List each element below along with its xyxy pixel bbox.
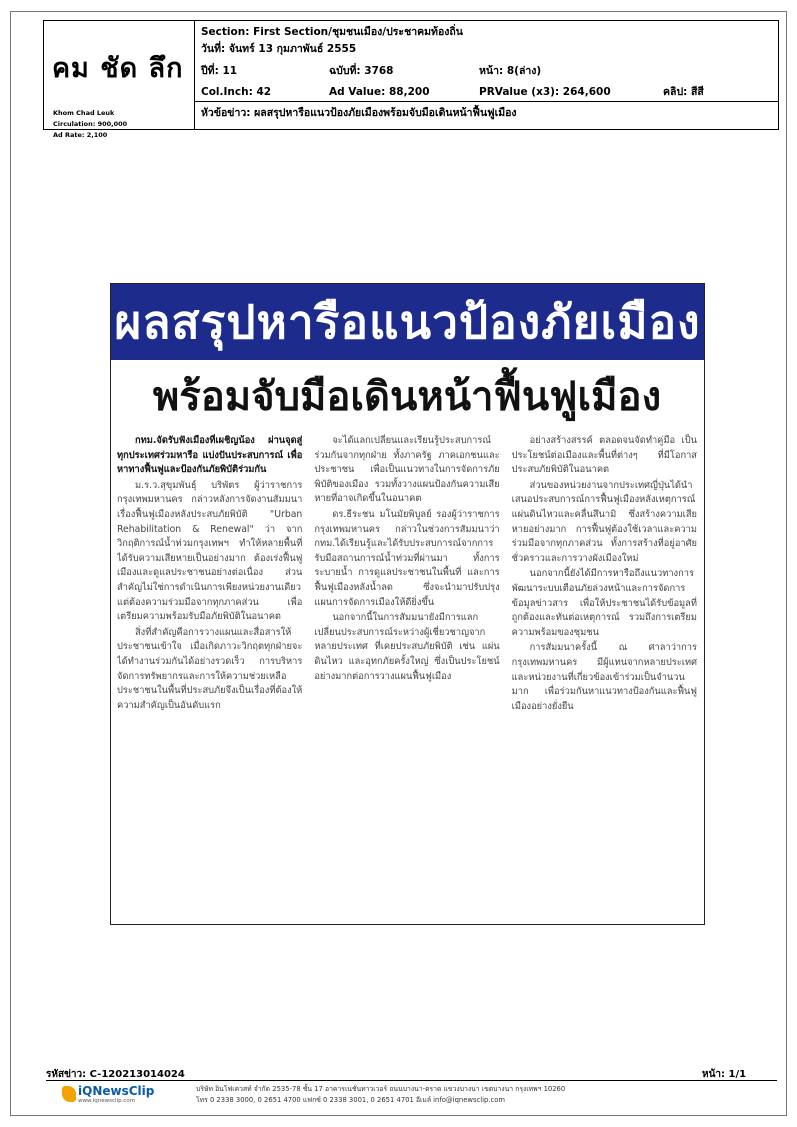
pr-value: PRValue (x3): 264,600 [479,86,611,98]
company-address [196,1084,565,1106]
article-column-3 [512,434,697,918]
article-paragraph: ม.ร.ว.สุขุมพันธุ์ บริพัตร ผู้ว่าราชการกรุงเทพมหานคร กล่าวหลังการจัดงานสัมมนาเรื่องฟื้นฟูเมืองหลังประสบภัยพิบัติ "Urban Rehabilitation & Renewal" ว่า จากวิกฤติการณ์น้ำท่วมกรุงเทพฯ ทำให้หลายพื้นที่ได้รับความเสียหายเป็นอย่างมาก ต้องเร่งฟื้นฟูเมืองและดูแลประชาชนอย่างต่อเนื่อง ส่วนสำคัญไม่ใช่การดำเนินการเพียงหน่วยงานเดียว แต่ต้องความร่วมมือจากทุกภาคส่วน เพื่อเตรียมความพร้อมรับมือภัยพิบัติในอนาคต [117,479,303,623]
logo-website: www.iqnewsclip.com [78,1098,136,1104]
headline: หัวข้อข่าว: ผลสรุปหารือแนวป้องภัยเมืองพร้อมจับมือเดินหน้าฟื้นฟูเมือง [201,107,517,119]
article-paragraph: จะได้แลกเปลี่ยนและเรียนรู้ประสบการณ์ร่วมกันจากทุกฝ่าย ทั้งภาครัฐ ภาคเอกชนและประชาชน เพื่อเป็นแนวทางในการจัดการภัยพิบัติของเมือง รวมทั้งวางแผนป้องกันความเสียหายที่อาจเกิดขึ้นในอนาคต [314,435,500,505]
year: ปีที่: 11 [201,65,238,77]
clip-header [43,20,779,139]
article-paragraph: อย่างสร้างสรรค์ ตลอดจนจัดทำคู่มือ เป็นประโยชน์ต่อเมืองและพื้นที่ต่างๆ ที่มีโอกาสประสบภัยพิบัติในอนาคต [511,435,697,476]
publication-name: คม ชัด ลึก [52,53,184,84]
article-title: ผลสรุปหารือแนวป้องภัยเมือง [111,284,704,360]
article-paragraph: นอกจากนี้ยังได้มีการหารือถึงแนวทางการพัฒนาระบบเตือนภัยล่วงหน้าและการจัดการข้อมูลข่าวสาร เพื่อให้ประชาชนได้รับข้อมูลที่ถูกต้องและทันต่อเหตุการณ์ รวมถึงการเตรียมความพร้อมของชุมชน [511,568,697,638]
clip-details [195,21,778,129]
address-line-2: โทร 0 2338 3000, 0 2651 4700 แฟกซ์ 0 2338 3001, 0 2651 4701 อีเมล์ info@iqnewsclip.com [196,1096,506,1104]
logo-icon [62,1086,76,1102]
publication-info [44,21,195,139]
article-paragraph: สิ่งที่สำคัญคือการวางแผนและสื่อสารให้ประชาชนเข้าใจ เมื่อเกิดภาวะวิกฤตทุกฝ่ายจะได้ทำงานร่วมกันได้อย่างรวดเร็ว การบริหารจัดการทรัพยากรและการให้ความช่วยเหลือประชาชนในพื้นที่ประสบภัยจึงเป็นเรื่องที่ต้องให้ความสำคัญเป็นอันดับแรก [117,626,303,711]
publication-name-en: Khom Chad Leuk [53,109,115,117]
article-subtitle: พร้อมจับมือเดินหน้าฟื้นฟูเมือง [152,374,662,420]
issue: ฉบับที่: 3768 [329,65,394,77]
value-row [201,83,778,101]
address-line-1: บริษัท อินโฟเควสท์ จำกัด 2535-78 ชั้น 17 อาคารเนชั่นทาวเวอร์ ถนนบางนา-ตราด แขวงบางนา เขตบางนา กรุงเทพฯ 10260 [196,1085,566,1093]
article-paragraph: กทม.จัดรับฟังเมืองที่เผชิญน้อง ผ่านจุดสู่ ทุกประเทศร่วมหารือ แบ่งปันประสบการณ์ เพื่อหาทางฟื้นฟูและป้องกันภัยพิบัติร่วมกัน [117,435,303,476]
article-column-1 [117,434,302,918]
page: หน้า: 8(ล่าง) [479,65,542,77]
news-code: รหัสข่าว: C-120213014024 [46,1069,185,1080]
circulation: Circulation: 900,000 [53,120,128,128]
article-paragraph: การสัมมนาครั้งนี้ ณ ศาลาว่าการกรุงเทพมหานคร มีผู้แทนจากหลายประเทศ และหน่วยงานที่เกี่ยวข้องเข้าร่วมเป็นจำนวนมาก เพื่อร่วมกันหาแนวทางป้องกันและฟื้นฟูเมืองอย่างยั่งยืน [511,642,697,712]
date: วันที่: จันทร์ 13 กุมภาพันธ์ 2555 [201,43,357,55]
col-inch: Col.Inch: 42 [201,86,272,98]
issue-row [201,62,778,80]
article-paragraph: นอกจากนี้ในการสัมมนายังมีการแลกเปลี่ยนประสบการณ์ระหว่างผู้เชี่ยวชาญจากหลายประเทศ ที่เคยประสบภัยพิบัติ เช่น แผ่นดินไหว และอุทกภัยครั้งใหญ่ ซึ่งเป็นประโยชน์อย่างมากต่อการวางแผนฟื้นฟูเมือง [314,612,500,682]
publication-meta [53,108,127,141]
ad-rate: Ad Rate: 2,100 [53,131,108,139]
clip-color: คลิป: สีสี [663,86,704,98]
article-paragraph: ดร.ธีระชน มโนมัยพิบูลย์ รองผู้ว่าราชการกรุงเทพมหานคร กล่าวในช่วงการสัมมนาว่า กทม.ได้เรียนรู้และได้รับประสบการณ์จากการรับมือสถานการณ์น้ำท่วมที่ผ่านมา ทั้งการระบายน้ำ การดูแลประชาชนในพื้นที่ และการฟื้นฟูเมืองหลังน้ำลด ซึ่งจะนำมาปรับปรุงแผนการจัดการเมืองให้ดียิ่งขึ้น [314,508,500,608]
article-clipping [110,283,705,925]
iqnewsclip-logo [62,1084,160,1108]
article-body [117,434,697,918]
ad-value: Ad Value: 88,200 [329,86,430,98]
footer-divider [46,1080,777,1081]
section: Section: First Section/ชุมชนเมือง/ประชาคมท้องถิ่น [201,26,463,38]
page-count: หน้า: 1/1 [702,1069,747,1080]
article-column-2 [314,434,499,918]
header-divider [195,101,778,102]
article-paragraph: ส่วนของหน่วยงานจากประเทศญี่ปุ่นได้นำเสนอประสบการณ์การฟื้นฟูเมืองหลังเหตุการณ์แผ่นดินไหวและคลื่นสึนามิ ซึ่งสร้างความเสียหายอย่างมาก การฟื้นฟูต้องใช้เวลาและความร่วมมือจากทุกภาคส่วน ทั้งการสร้างที่อยู่อาศัยชั่วคราวและการวางผังเมืองใหม่ [511,479,697,564]
logo-text: iQNewsClip [78,1084,155,1098]
